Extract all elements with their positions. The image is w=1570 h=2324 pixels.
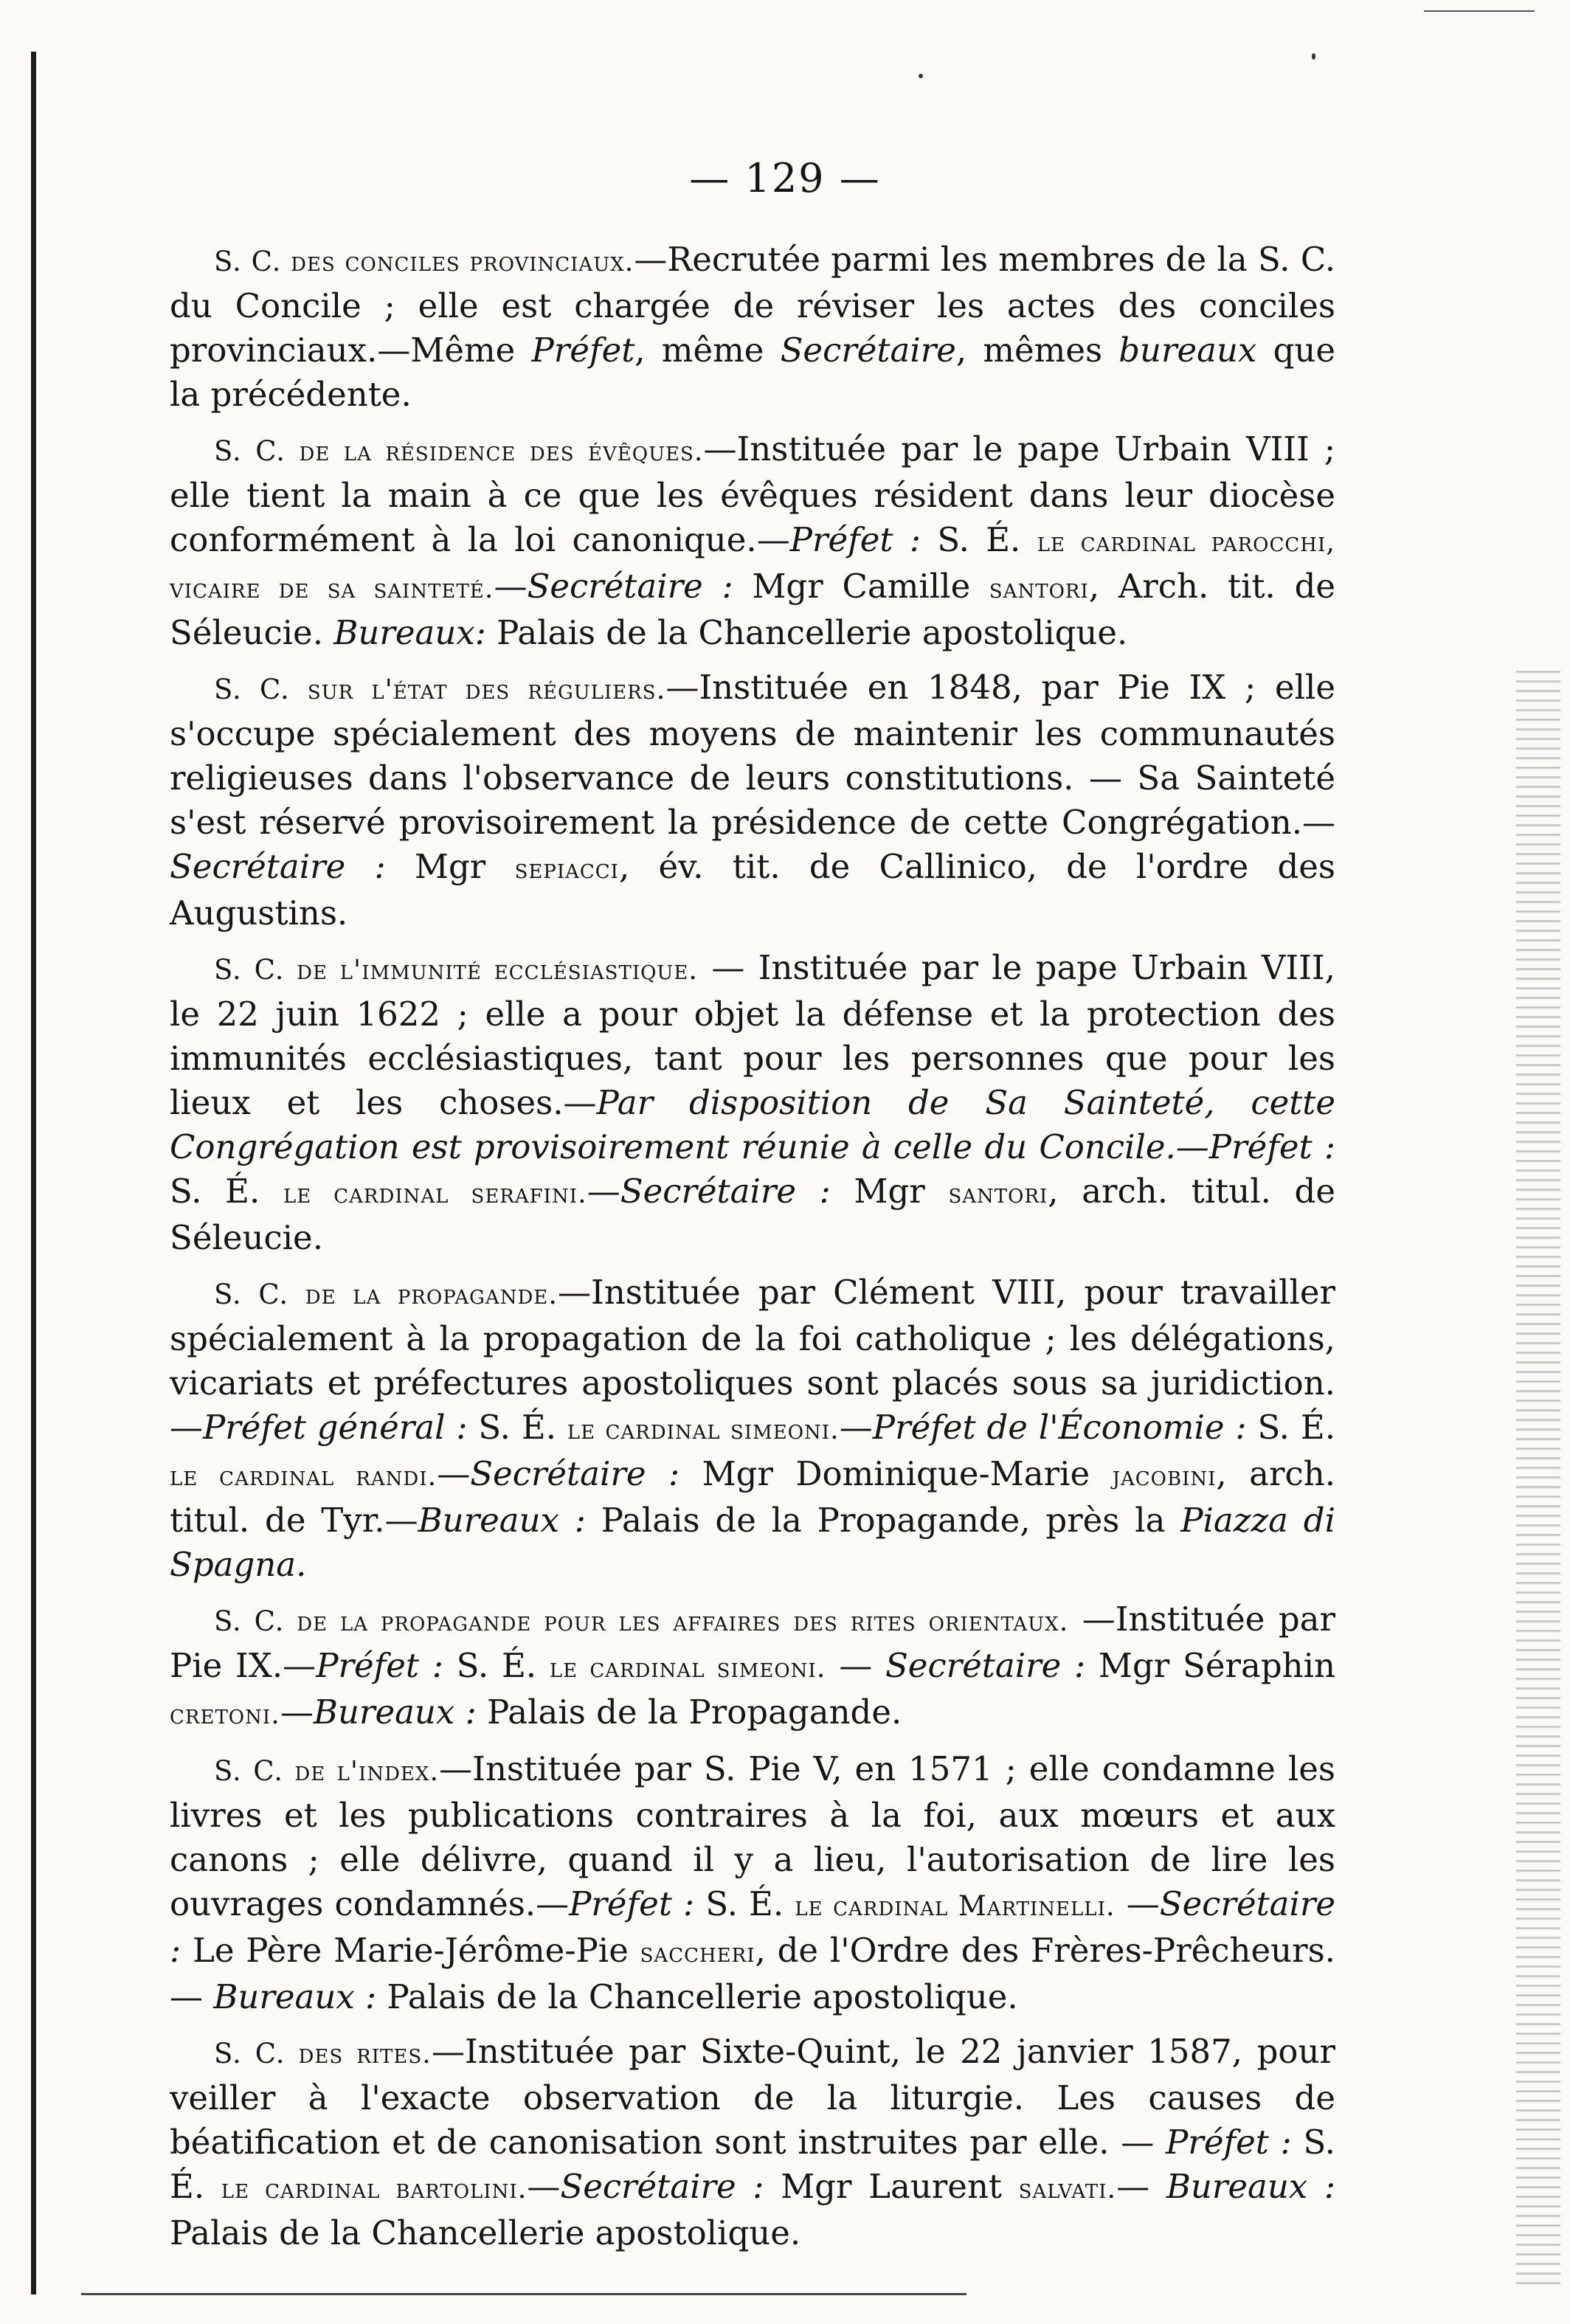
entry-etat-des-reguliers bbox=[170, 665, 1335, 936]
text-segment: — bbox=[587, 1172, 620, 1211]
text-segment: Palais de la Chancellerie apostolique. bbox=[376, 1977, 1018, 2016]
smallcaps-segment: le cardinal simeoni. bbox=[549, 1652, 826, 1684]
text-segment: —Instituée par S. Pie V, en 1571 ; elle condamne les livres et les publications contraires à la foi, aux mœurs et aux canons ; elle délivre, quand il y a lieu, l'autorisation de lire les ouvrages condamnés.— bbox=[170, 1749, 1335, 1923]
text-segment: , arch. titul. de Séleucie. bbox=[170, 1172, 1335, 1257]
text-segment: S. É. bbox=[170, 1172, 283, 1211]
text-segment: Mgr bbox=[830, 1172, 949, 1211]
text-segment: —Instituée par Sixte-Quint, le 22 janvier 1587, pour veiller à l'exacte observation de la liturgie. Les causes de béatification et de canonisation sont instruites par elle. — bbox=[170, 2032, 1335, 2162]
italic-segment: Secrétaire : bbox=[560, 2167, 764, 2206]
body-text bbox=[170, 238, 1335, 2266]
smallcaps-segment: saccheri bbox=[640, 1937, 755, 1968]
text-segment: — bbox=[826, 1646, 885, 1685]
entry-heading: S. C. de la résidence des évêques. bbox=[214, 435, 704, 467]
text-segment: —Recrutée parmi les membres de la S. C. du Concile ; elle est chargée de réviser les actes des conciles provinciaux.—Même bbox=[170, 240, 1335, 370]
text-segment: , Arch. tit. de Séleucie. bbox=[170, 567, 1336, 652]
entry-index bbox=[170, 1747, 1335, 2019]
text-segment: , arch. titul. de Tyr.— bbox=[170, 1454, 1336, 1540]
italic-segment: Préfet : bbox=[569, 1884, 695, 1923]
italic-segment: Piazza di Spagna. bbox=[170, 1501, 1335, 1584]
text-segment: Palais de la Propagande, près la bbox=[585, 1501, 1181, 1540]
bottom-scan-line bbox=[81, 2293, 966, 2295]
text-segment: — bbox=[280, 1692, 314, 1732]
italic-segment: Bureaux : bbox=[1166, 2167, 1335, 2206]
text-segment: —Instituée par Clément VIII, pour travailler spécialement à la propagation de la foi catholique ; les délégations, vicariats et préfectures apostoliques sont placés sous sa juridiction.— bbox=[170, 1273, 1335, 1447]
smallcaps-segment: cretoni. bbox=[170, 1698, 280, 1730]
text-segment: Mgr Camille bbox=[733, 567, 989, 606]
entry-immunite-ecclesiastique bbox=[170, 946, 1335, 1260]
text-segment: S. É. bbox=[170, 2123, 1335, 2206]
text-segment: S. É. bbox=[921, 520, 1037, 559]
smallcaps-segment: le cardinal randi. bbox=[170, 1460, 438, 1492]
smallcaps-segment: santori bbox=[948, 1177, 1048, 1209]
text-segment: — bbox=[494, 567, 528, 606]
text-segment: S. É. bbox=[443, 1646, 550, 1685]
italic-segment: Préfet bbox=[531, 331, 635, 370]
entry-heading: S. C. des rites. bbox=[214, 2038, 432, 2069]
text-segment: —Instituée en 1848, par Pie IX ; elle s'occupe spécialement des moyens de maintenir les communautés religieuses dans l'observance de leurs constitutions. — Sa Sainteté s'est réservé provisoirement la présidence de cette Congrégation.— bbox=[170, 668, 1335, 842]
text-segment: — bbox=[527, 2167, 561, 2206]
italic-segment: Secrétaire : bbox=[527, 567, 733, 606]
text-segment: —Instituée par Pie IX.— bbox=[170, 1600, 1335, 1685]
entry-rites bbox=[170, 2030, 1335, 2255]
page-number: — 129 — bbox=[689, 155, 881, 201]
entry-propagande-rites-orientaux bbox=[170, 1597, 1335, 1737]
italic-segment: Secrétaire : bbox=[170, 847, 386, 886]
italic-segment: Bureaux: bbox=[333, 613, 486, 652]
entry-heading: S. C. de la propagande pour les affaires des rites orientaux. bbox=[214, 1605, 1069, 1637]
left-margin-rule bbox=[31, 52, 36, 2294]
smallcaps-segment: le cardinal Martinelli. bbox=[795, 1890, 1116, 1922]
italic-segment: Secrétaire : bbox=[620, 1172, 831, 1211]
italic-segment: Préfet de l'Économie : bbox=[872, 1408, 1247, 1447]
text-segment: — bbox=[1116, 2167, 1166, 2206]
ink-speck bbox=[919, 74, 923, 78]
text-segment: — bbox=[839, 1408, 873, 1447]
text-segment: —Instituée par le pape Urbain VIII ; elle tient la main à ce que les évêques résident dans leur diocèse conformément à la loi canonique.— bbox=[170, 429, 1335, 559]
italic-segment: bureaux bbox=[1118, 331, 1257, 370]
entry-residence-des-eveques bbox=[170, 427, 1335, 655]
text-segment: , év. tit. de Callinico, de l'ordre des Augustins. bbox=[170, 847, 1335, 933]
text-segment: Le Père Marie-Jérôme-Pie bbox=[181, 1931, 640, 1970]
text-segment: — bbox=[437, 1454, 471, 1493]
entry-heading: S. C. de l'index. bbox=[214, 1755, 440, 1787]
smallcaps-segment: le cardinal parocchi, vicaire de sa sainteté. bbox=[170, 526, 1335, 604]
smallcaps-segment: le cardinal serafini. bbox=[283, 1177, 587, 1209]
italic-segment: Préfet : bbox=[789, 520, 921, 559]
smallcaps-segment: le cardinal simeoni. bbox=[567, 1414, 840, 1445]
entry-heading: S. C. des conciles provinciaux. bbox=[214, 246, 634, 277]
text-segment: , même bbox=[634, 331, 781, 370]
text-segment: S. É. bbox=[1246, 1408, 1336, 1447]
italic-segment: Secrétaire : bbox=[470, 1454, 680, 1493]
italic-segment: Secrétaire : bbox=[170, 1884, 1336, 1970]
top-scan-line bbox=[1424, 10, 1535, 12]
text-segment: Palais de la Chancellerie apostolique. bbox=[485, 613, 1128, 652]
smallcaps-segment: sepiacci bbox=[514, 853, 619, 885]
italic-segment: Bureaux : bbox=[213, 1977, 377, 2016]
text-segment: Palais de la Propagande. bbox=[476, 1692, 902, 1732]
italic-segment: Préfet : bbox=[316, 1646, 443, 1685]
entry-conciles-provinciaux bbox=[170, 238, 1335, 417]
italic-segment: Bureaux : bbox=[418, 1501, 586, 1540]
text-segment: — Instituée par le pape Urbain VIII, le 22 juin 1622 ; elle a pour objet la défense et la protection des immunités ecclésiastiques, tant pour les personnes que pour les lieux et les choses.— bbox=[170, 948, 1335, 1122]
right-edge-scan-noise bbox=[1516, 664, 1560, 2287]
ink-speck bbox=[1312, 53, 1315, 60]
text-segment: , de l'Ordre des Frères-Prêcheurs. — bbox=[170, 1931, 1335, 2016]
text-segment: Mgr Séraphin bbox=[1085, 1646, 1336, 1685]
italic-segment: Secrétaire bbox=[780, 331, 956, 370]
smallcaps-segment: le cardinal bartolini. bbox=[221, 2173, 528, 2204]
smallcaps-segment: santori bbox=[989, 573, 1089, 604]
text-segment: , mêmes bbox=[955, 331, 1119, 370]
italic-segment: Bureaux : bbox=[313, 1692, 477, 1732]
entry-heading: S. C. de l'immunité ecclésiastique. bbox=[214, 954, 699, 986]
italic-segment: Par disposition de Sa Sainteté, cette Congrégation est provisoirement réunie à celle du Concile.—Préfet : bbox=[170, 1083, 1335, 1166]
text-segment: S. É. bbox=[694, 1884, 795, 1923]
text-segment: que la précédente. bbox=[170, 331, 1335, 414]
text-segment: S. É. bbox=[467, 1408, 567, 1447]
italic-segment: Secrétaire : bbox=[885, 1646, 1086, 1685]
text-segment: Mgr Laurent bbox=[764, 2167, 1019, 2206]
italic-segment: Préfet général : bbox=[203, 1408, 468, 1447]
text-segment: — bbox=[1115, 1884, 1160, 1923]
text-segment: Mgr bbox=[385, 847, 515, 886]
entry-heading: S. C. de la propagande. bbox=[214, 1279, 559, 1310]
text-segment: Mgr Dominique-Marie bbox=[679, 1454, 1113, 1493]
entry-propagande bbox=[170, 1270, 1335, 1587]
smallcaps-segment: salvati. bbox=[1018, 2173, 1117, 2204]
italic-segment: Préfet : bbox=[1166, 2123, 1292, 2162]
smallcaps-segment: jacobini bbox=[1112, 1460, 1217, 1492]
text-segment: Palais de la Chancellerie apostolique. bbox=[170, 2213, 801, 2252]
entry-heading: S. C. sur l'état des réguliers. bbox=[214, 674, 666, 705]
